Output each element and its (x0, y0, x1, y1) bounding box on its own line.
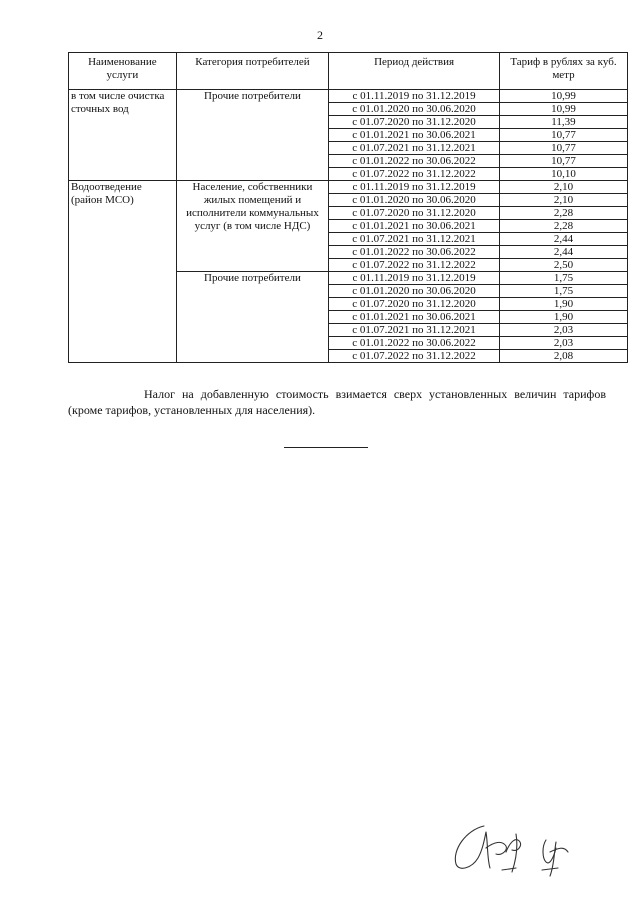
period-cell: с 01.07.2021 по 31.12.2021 (329, 142, 500, 155)
tariff-table-body (69, 90, 628, 363)
service-name-cell: Водоотведение (район МСО) (69, 181, 177, 363)
end-divider (284, 447, 368, 448)
period-cell: с 01.01.2021 по 30.06.2021 (329, 129, 500, 142)
period-cell: с 01.07.2022 по 31.12.2022 (329, 350, 500, 363)
tariff-cell: 2,44 (499, 246, 627, 259)
consumer-category-cell: Население, собственники жилых помещений и исполнители коммунальных услуг (в том числе НДС) (176, 181, 328, 272)
period-cell: с 01.11.2019 по 31.12.2019 (329, 90, 500, 103)
period-cell: с 01.01.2021 по 30.06.2021 (329, 311, 500, 324)
period-cell: с 01.01.2020 по 30.06.2020 (329, 194, 500, 207)
tariff-cell: 10,99 (499, 90, 627, 103)
tariff-cell: 10,77 (499, 129, 627, 142)
tariff-cell: 2,08 (499, 350, 627, 363)
period-cell: с 01.01.2022 по 30.06.2022 (329, 155, 500, 168)
tariff-cell: 10,10 (499, 168, 627, 181)
tariff-cell: 1,75 (499, 272, 627, 285)
page-number: 2 (317, 28, 323, 42)
table-row (69, 90, 628, 103)
service-name-cell: в том числе очистка сточных вод (69, 90, 177, 181)
period-cell: с 01.07.2020 по 31.12.2020 (329, 298, 500, 311)
period-cell: с 01.07.2022 по 31.12.2022 (329, 259, 500, 272)
period-cell: с 01.01.2020 по 30.06.2020 (329, 285, 500, 298)
tariff-cell: 2,10 (499, 194, 627, 207)
period-cell: с 01.07.2020 по 31.12.2020 (329, 116, 500, 129)
period-cell: с 01.01.2020 по 30.06.2020 (329, 103, 500, 116)
consumer-category-cell: Прочие потребители (176, 90, 328, 181)
period-cell: с 01.11.2019 по 31.12.2019 (329, 181, 500, 194)
tariff-cell: 1,75 (499, 285, 627, 298)
tariff-cell: 10,99 (499, 103, 627, 116)
tariff-cell: 10,77 (499, 155, 627, 168)
period-cell: с 01.01.2021 по 30.06.2021 (329, 220, 500, 233)
period-cell: с 01.01.2022 по 30.06.2022 (329, 246, 500, 259)
tariff-table (68, 52, 628, 363)
table-row (69, 181, 628, 194)
handwritten-signature-icon (446, 812, 596, 882)
tariff-cell: 2,03 (499, 324, 627, 337)
header-service: Наименование услуги (69, 53, 177, 90)
tariff-cell: 11,39 (499, 116, 627, 129)
tariff-cell: 2,10 (499, 181, 627, 194)
tariff-cell: 1,90 (499, 311, 627, 324)
period-cell: с 01.07.2021 по 31.12.2021 (329, 233, 500, 246)
tariff-cell: 2,28 (499, 220, 627, 233)
tariff-cell: 2,50 (499, 259, 627, 272)
period-cell: с 01.07.2021 по 31.12.2021 (329, 324, 500, 337)
tariff-cell: 2,44 (499, 233, 627, 246)
period-cell: с 01.07.2020 по 31.12.2020 (329, 207, 500, 220)
header-category: Категория потребителей (176, 53, 328, 90)
tariff-cell: 10,77 (499, 142, 627, 155)
tariff-cell: 1,90 (499, 298, 627, 311)
header-period: Период действия (329, 53, 500, 90)
vat-note: Налог на добавленную стоимость взимается сверх установленных величин тарифов (кроме тарифов, установленных для населения). (68, 387, 606, 417)
period-cell: с 01.11.2019 по 31.12.2019 (329, 272, 500, 285)
period-cell: с 01.07.2022 по 31.12.2022 (329, 168, 500, 181)
table-header-row (69, 53, 628, 90)
tariff-cell: 2,03 (499, 337, 627, 350)
header-tariff: Тариф в рублях за куб. метр (499, 53, 627, 90)
tariff-cell: 2,28 (499, 207, 627, 220)
period-cell: с 01.01.2022 по 30.06.2022 (329, 337, 500, 350)
consumer-category-cell: Прочие потребители (176, 272, 328, 363)
